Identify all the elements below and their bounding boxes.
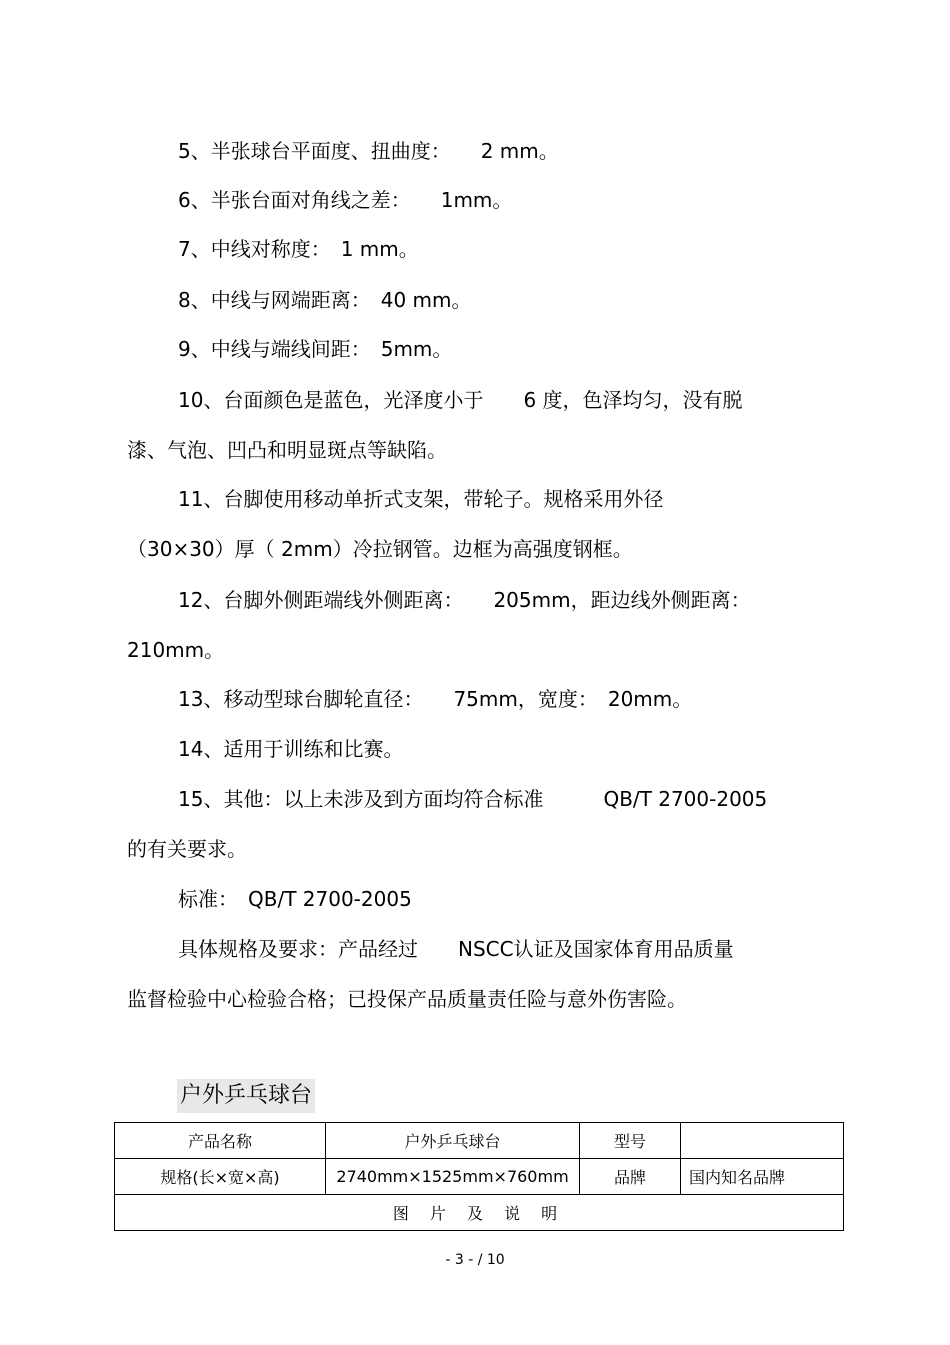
spec-item-15: 15、其他：以上未涉及到方面均符合标准 QB/T 2700-2005 bbox=[178, 787, 768, 811]
spec-item-13: 13、移动型球台脚轮直径： 75mm，宽度： 20mm。 bbox=[178, 687, 693, 711]
standard-line: 标准： QB/T 2700-2005 bbox=[178, 887, 412, 911]
table-cell: 规格(长×宽×高) bbox=[115, 1159, 326, 1195]
spec-item-15-cont: 的有关要求。 bbox=[127, 837, 247, 861]
table-cell: 2740mm×1525mm×760mm bbox=[326, 1159, 580, 1195]
table-cell: 型号 bbox=[580, 1123, 681, 1159]
spec-item-7: 7、中线对称度： 1 mm。 bbox=[178, 237, 419, 261]
spec-item-6: 6、半张台面对角线之差： 1mm。 bbox=[178, 188, 513, 212]
spec-item-12-cont: 210mm。 bbox=[127, 638, 225, 662]
spec-item-10-cont: 漆、气泡、凹凸和明显斑点等缺陷。 bbox=[127, 438, 447, 462]
table-cell: 国内知名品牌 bbox=[681, 1159, 844, 1195]
table-cell: 品牌 bbox=[580, 1159, 681, 1195]
spec-item-5: 5、半张球台平面度、扭曲度： 2 mm。 bbox=[178, 139, 559, 163]
spec-item-9: 9、中线与端线间距： 5mm。 bbox=[178, 337, 453, 361]
spec-item-14: 14、适用于训练和比赛。 bbox=[178, 737, 404, 761]
page-number: - 3 - / 10 bbox=[445, 1252, 505, 1268]
spec-item-8: 8、中线与网端距离： 40 mm。 bbox=[178, 288, 472, 312]
table-cell bbox=[681, 1123, 844, 1159]
table-row bbox=[115, 1159, 844, 1195]
requirements-line: 具体规格及要求：产品经过 NSCC认证及国家体育用品质量 bbox=[178, 937, 734, 961]
spec-item-11: 11、台脚使用移动单折式支架，带轮子。规格采用外径 bbox=[178, 487, 664, 511]
table-cell: 产品名称 bbox=[115, 1123, 326, 1159]
spec-item-11-cont: （30×30）厚（ 2mm）冷拉钢管。边框为高强度钢框。 bbox=[127, 537, 633, 561]
requirements-line-cont: 监督检验中心检验合格；已投保产品质量责任险与意外伤害险。 bbox=[127, 987, 687, 1011]
table-row bbox=[115, 1123, 844, 1159]
table-cell: 户外乒乓球台 bbox=[326, 1123, 580, 1159]
product-spec-table bbox=[114, 1122, 844, 1231]
table-cell: 图 片 及 说 明 bbox=[115, 1195, 844, 1231]
section-title: 户外乒乓球台 bbox=[177, 1079, 315, 1113]
table-row bbox=[115, 1195, 844, 1231]
spec-item-10: 10、台面颜色是蓝色，光泽度小于 6 度，色泽均匀，没有脱 bbox=[178, 388, 743, 412]
spec-item-12: 12、台脚外侧距端线外侧距离： 205mm，距边线外侧距离： bbox=[178, 588, 751, 612]
